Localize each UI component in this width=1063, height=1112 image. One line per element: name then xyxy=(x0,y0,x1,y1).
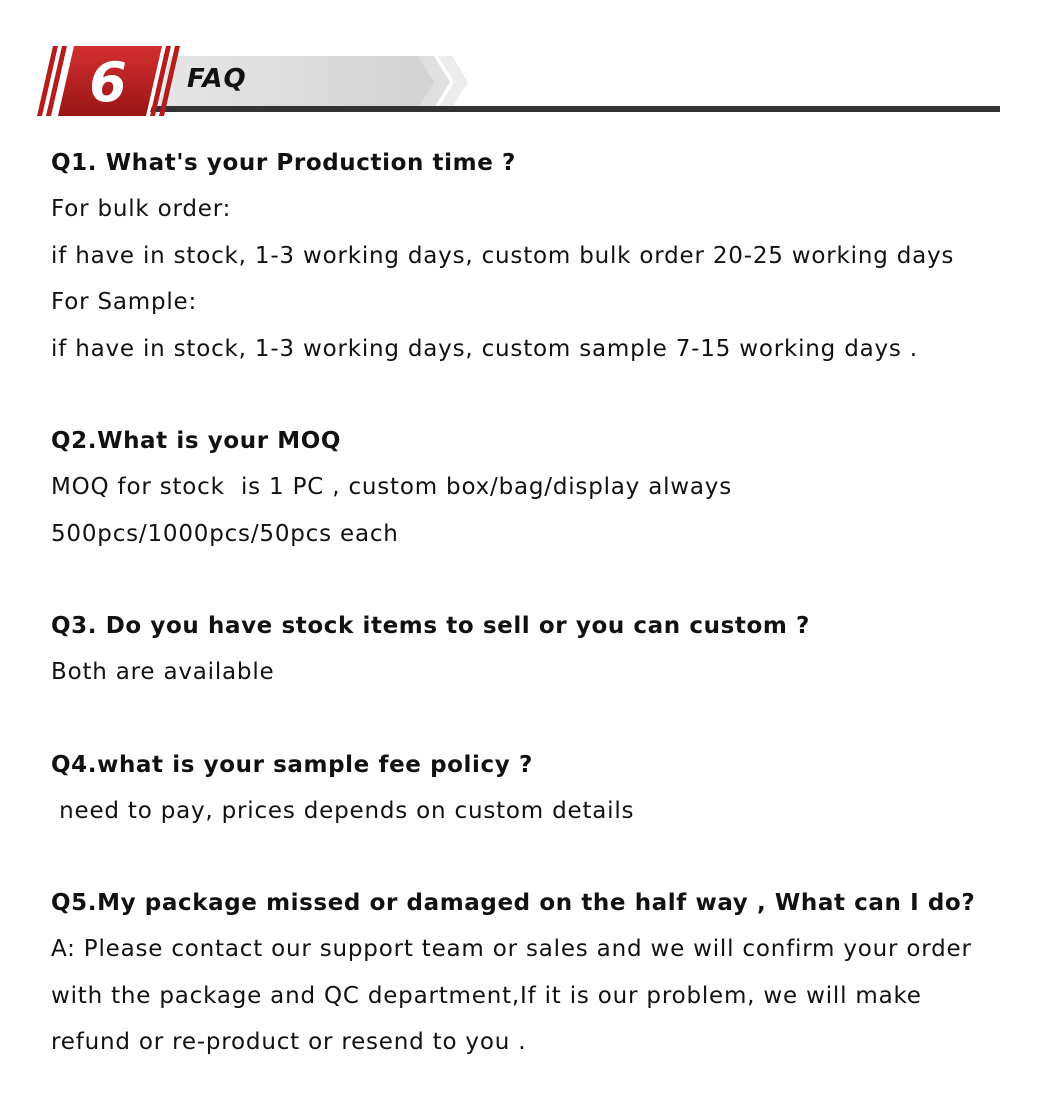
faq-question: Q3. Do you have stock items to sell or you can custom ? xyxy=(51,613,810,639)
faq-answer-line: 500pcs/1000pcs/50pcs each xyxy=(51,520,399,547)
faq-answer-line: if have in stock, 1-3 working days, custom bulk order 20-25 working days xyxy=(51,242,955,269)
section-title: FAQ xyxy=(187,64,247,94)
faq-question: Q5.My package missed or damaged on the half way , What can I do? xyxy=(51,890,976,916)
faq-answer-line: Both are available xyxy=(51,659,275,685)
faq-answer-line: For Sample: xyxy=(51,289,198,315)
faq-answer-line: if have in stock, 1-3 working days, custom sample 7-15 working days . xyxy=(51,335,918,362)
faq-answer-line: For bulk order: xyxy=(51,196,232,222)
faq-item xyxy=(51,603,1031,696)
faq-question: Q1. What's your Production time ? xyxy=(51,150,516,176)
section-number: 6 xyxy=(89,51,127,114)
faq-item xyxy=(51,880,1031,1066)
faq-question: Q2.What is your MOQ xyxy=(51,428,342,454)
section-header xyxy=(0,0,1063,130)
faq-item xyxy=(51,418,1031,557)
section-header-graphic xyxy=(0,0,1063,130)
faq-answer-line: need to pay, prices depends on custom details xyxy=(51,797,635,824)
faq-answer-line: A: Please contact our support team or sales and we will confirm your order xyxy=(51,936,972,962)
faq-item xyxy=(51,742,1031,835)
faq-answer-line: MOQ for stock is 1 PC , custom box/bag/display always xyxy=(51,474,732,500)
faq-question: Q4.what is your sample fee policy ? xyxy=(51,751,533,778)
faq-answer-line: with the package and QC department,If it is our problem, we will make xyxy=(51,982,922,1009)
faq-item xyxy=(51,140,1031,372)
faq-list xyxy=(51,140,1031,1112)
faq-answer-line: refund or re-product or resend to you . xyxy=(51,1029,527,1055)
header-underline xyxy=(150,106,1000,112)
